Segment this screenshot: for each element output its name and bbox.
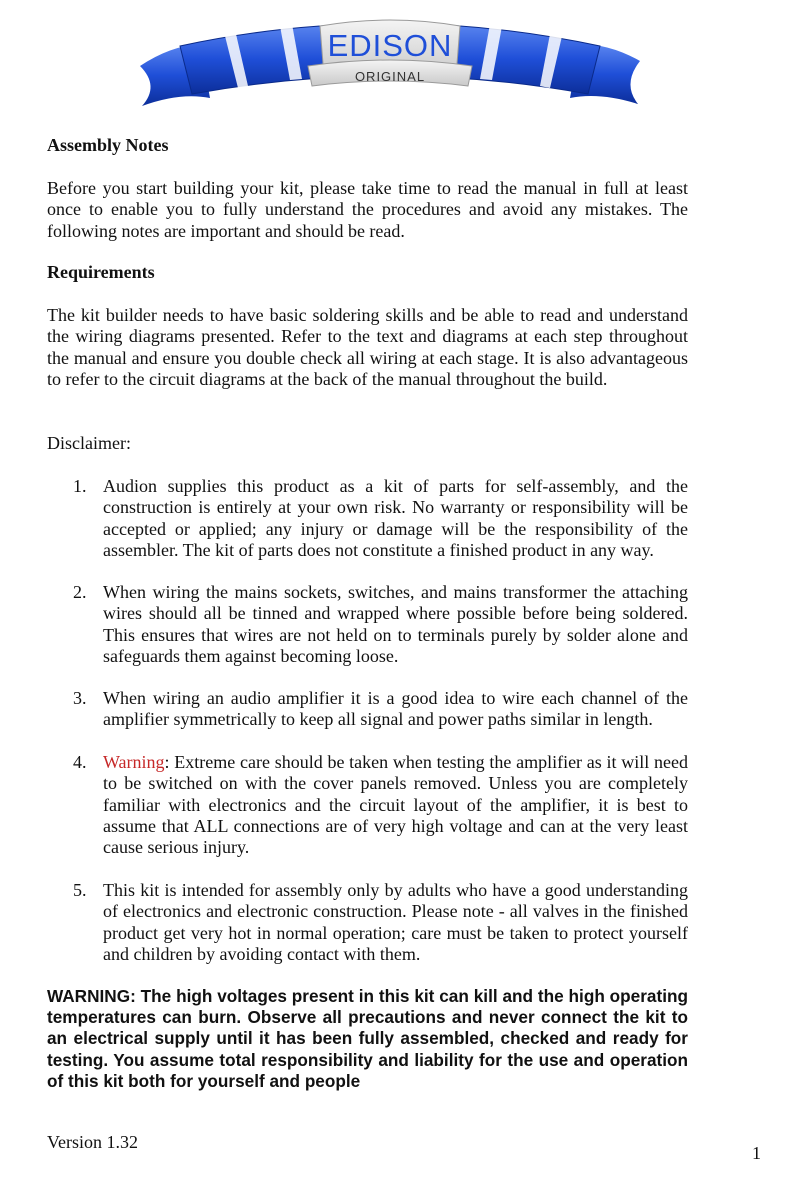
assembly-paragraph: Before you start building your kit, please take time to read the manual in full at least once to enable you to fully understand the procedures and avoid any mistakes. The following notes are important and should be read.: [47, 178, 688, 241]
list-number: 3.: [73, 688, 87, 708]
list-text: [103, 752, 688, 858]
list-number: 5.: [73, 880, 87, 900]
requirements-paragraph: The kit builder needs to have basic soldering skills and be able to read and understand the wiring diagrams presented. Refer to the text and diagrams at each step throughout the manual and ensure you double check all wiring at each stage. It is also advantageous to refer to the circuit diagrams at the back of the manual throughout the build.: [47, 305, 688, 389]
version-label: Version 1.32: [47, 1132, 138, 1152]
logo-sub-text: ORIGINAL: [354, 69, 426, 84]
list-text: This kit is intended for assembly only by adults who have a good understanding of electronics and electronic construction. Please note - all valves in the finished product get very hot in normal operation; care must be taken to protect yourself and children by avoiding contact with them.: [103, 880, 688, 964]
list-text: When wiring the mains sockets, switches, and mains transformer the attaching wires should all be tinned and wrapped where possible before being soldered. This ensures that wires are not held on to terminals purely by solder alone and safeguards them against becoming loose.: [103, 582, 688, 666]
list-text: When wiring an audio amplifier it is a good idea to wire each channel of the amplifier symmetrically to keep all signal and power paths similar in length.: [103, 688, 688, 730]
list-number: 1.: [73, 476, 87, 496]
requirements-heading: Requirements: [47, 262, 155, 282]
disclaimer-label: Disclaimer:: [47, 433, 131, 453]
assembly-heading: Assembly Notes: [47, 135, 169, 155]
logo-brand-text: EDISON: [327, 28, 453, 63]
list-text: Audion supplies this product as a kit of parts for self-assembly, and the construction is entirely at your own risk. No warranty or responsibility will be accepted or applied; any injury or damage will be the responsibility of the assembler. The kit of parts does not constitute a finished product in any way.: [103, 476, 688, 560]
safety-warning-block: WARNING: The high voltages present in this kit can kill and the high operating temperatures can burn. Observe all precautions and never connect the kit to an electrical supply until it has been fully assembled, checked and ready for testing. You assume total responsibility and liability for the use and operation of this kit both for yourself and people: [47, 986, 688, 1091]
edison-logo: [130, 6, 650, 116]
warning-word: Warning: [103, 752, 165, 772]
page-number: 1: [752, 1143, 761, 1163]
warning-text: : Extreme care should be taken when testing the amplifier as it will need to be switched on with the cover panels removed. Unless you are completely familiar with electronics and the circuit layout of the amplifier, it is best to assume that ALL connections are of very high voltage and can at the very least cause serious injury.: [103, 752, 688, 858]
list-number: 4.: [73, 752, 87, 772]
list-number: 2.: [73, 582, 87, 602]
